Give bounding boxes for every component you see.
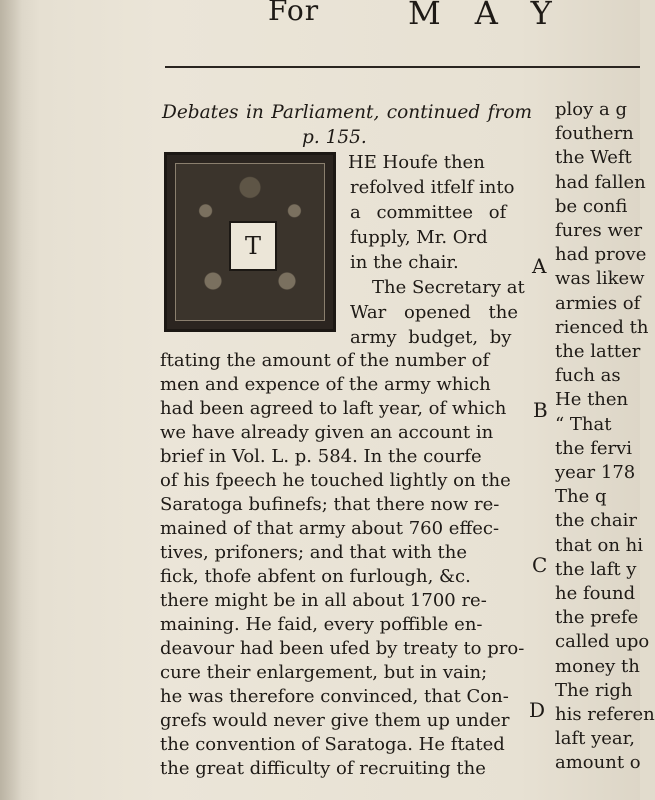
body-line: brief in Vol. L. p. 584. In the courfe [160,446,482,467]
right-column-line: The q [555,486,607,508]
body-line: deavour had been ufed by treaty to pro- [160,638,525,659]
body-line: the convention of Saratoga. He ftated [160,734,505,755]
page-edge-shadow [0,0,22,800]
body-line: had been agreed to laft year, of which [160,398,507,419]
body-line: War opened the [350,302,518,323]
right-column-line: “ That [555,413,612,435]
margin-marker-d: D [529,698,546,722]
right-column-line: the prefe [555,607,639,629]
body-line: a committee of [350,202,507,223]
margin-marker-a: A [532,254,547,278]
right-column-line: fouthern [555,123,634,145]
body-line: The Secretary at [372,277,525,298]
body-line: refolved itfelf into [350,177,515,198]
body-line: maining. He faid, every poffible en- [160,614,483,635]
body-line: ftating the amount of the number of [160,350,490,371]
right-column-line: the chair [555,510,637,532]
running-head-month: MAY [408,0,586,32]
right-column-line: had prove [555,244,647,266]
right-column-line: armies of [555,292,641,314]
section-title-line-1: Debates in Parliament, continued from [162,102,532,123]
body-line: grefs would never give them up under [160,710,510,731]
body-line: fupply, Mr. Ord [350,227,488,248]
right-column-line: money th [555,655,640,677]
body-line: army budget, by [350,327,512,348]
ornamental-dropcap [164,152,336,332]
right-column-line: his referen [555,704,655,726]
right-column-line: laft year, [555,728,636,750]
body-line: of his fpeech he touched lightly on the [160,470,511,491]
body-line: HE Houfe then [348,152,485,173]
body-line: there might be in all about 1700 re- [160,590,487,611]
margin-marker-b: B [533,398,548,422]
right-column-line: be confi [555,195,628,217]
section-title-line-2: p. 155. [302,127,367,148]
right-column-line: that on hi [555,534,644,556]
right-column-line: the laft y [555,558,637,580]
body-line: in the chair. [350,252,459,273]
right-column-line: was likew [555,268,645,290]
body-line: cure their enlargement, but in vain; [160,662,488,683]
right-column-line: the Weft [555,147,632,169]
right-column-line: year 178 [555,462,636,484]
right-column-line: The righ [555,679,633,701]
dropcap-letter: T [229,221,277,271]
right-column-line: the latter [555,341,641,363]
running-head-for: For [268,0,320,27]
body-line: mained of that army about 760 effec- [160,518,500,539]
header-rule [165,66,640,68]
body-line: fick, thofe abfent on furlough, &c. [160,566,471,587]
margin-marker-c: C [532,553,548,577]
body-line: he was therefore convinced, that Con- [160,686,509,707]
right-column-line: ploy a g [555,99,627,120]
body-line: men and expence of the army which [160,374,491,395]
right-column-line: He then [555,389,629,411]
running-head [0,0,640,34]
right-column-line: fures wer [555,220,643,242]
section-title [162,100,532,150]
body-line: tives, prifoners; and that with the [160,542,468,563]
right-column-line: amount o [555,752,641,774]
body-line: Saratoga bufinefs; that there now re- [160,494,500,515]
body-line: the great difficulty of recruiting the [160,758,486,779]
right-column-line: had fallen [555,171,646,193]
body-line: we have already given an account in [160,422,494,443]
right-column-line: called upo [555,631,650,653]
right-column-line: the fervi [555,437,633,459]
right-column-line: rienced th [555,316,649,338]
right-column [555,98,655,776]
right-column-line: fuch as [555,365,621,387]
right-column-line: he found [555,583,636,605]
